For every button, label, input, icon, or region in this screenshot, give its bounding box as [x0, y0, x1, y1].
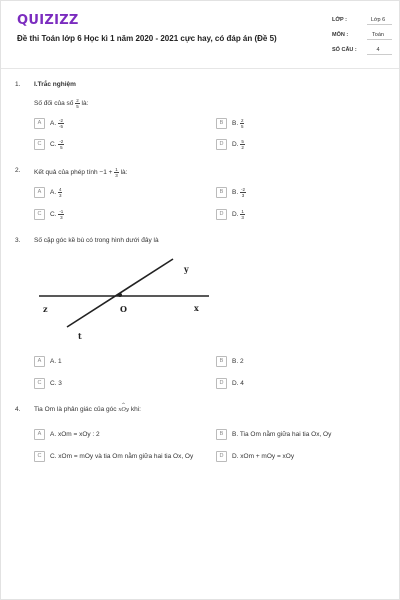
option-a[interactable]: A A. 1 [34, 356, 62, 367]
meta-key: SỐ CÂU : [332, 47, 357, 53]
option-letter-box: C [34, 139, 45, 150]
question-number: 3. [15, 237, 21, 244]
option-c[interactable]: C C. 3 [34, 378, 62, 389]
prompt-tail: là: [120, 169, 128, 177]
option-b[interactable]: B B. Tia Om nằm giữa hai tia Ox, Oy [216, 429, 331, 440]
option-d[interactable]: D D. $\frac{5}{2}$ [216, 139, 245, 150]
option-letter-box: A [34, 429, 45, 440]
question-number: 2. [15, 167, 21, 174]
option-c[interactable]: C C. $\frac{-1}{3}$ [34, 209, 64, 220]
question-prompt: Số cặp góc kề bù có trong hình dưới đây là [34, 237, 159, 244]
option-letter-box: A [34, 118, 45, 129]
option-letter-box: D [216, 451, 227, 462]
meta-key: MÔN : [332, 32, 349, 38]
option-letter-box: D [216, 139, 227, 150]
prompt-text: Kết quả của phép tính −1 + [34, 169, 113, 177]
label-y: y [184, 264, 189, 274]
option-d[interactable]: D D. 4 [216, 378, 244, 389]
option-fraction: $\frac{5}{2}$ [241, 139, 244, 150]
meta-value: 4 [376, 47, 380, 53]
label-o: O [120, 304, 127, 314]
prompt-text: Tia Om là phân giác của góc [34, 406, 117, 413]
option-c[interactable]: C C. xOm = mOy và tia Om nằm giữa hai tia Ox, Oy [34, 451, 193, 462]
option-b[interactable]: B B. $\frac{-2}{3}$ [216, 187, 246, 198]
prompt-angle: xOy ^ [118, 402, 130, 413]
prompt-text: Số đối của số [34, 100, 74, 108]
option-fraction: $\frac{4}{3}$ [58, 187, 62, 198]
meta-value: Lớp 6 [370, 17, 386, 23]
option-letter-box: D [216, 209, 227, 220]
option-a[interactable]: A A. xOm = xOy : 2 [34, 429, 100, 440]
option-letter-box: B [216, 187, 227, 198]
option-letter-box: B [216, 118, 227, 129]
header-divider [1, 68, 399, 69]
meta-divider [367, 54, 392, 55]
option-fraction: $\frac{-2}{5}$ [59, 139, 64, 150]
question-prompt [34, 98, 88, 109]
section-heading: I.Trắc nghiệm [34, 81, 76, 88]
label-t: t [78, 331, 82, 341]
option-b[interactable]: B B. $\frac{2}{5}$ [216, 118, 244, 129]
meta-divider [367, 24, 392, 25]
option-a[interactable]: A A. $\frac{4}{3}$ [34, 187, 62, 198]
prompt-tail: là: [81, 100, 89, 108]
option-letter-box: A [34, 356, 45, 367]
option-letter-box: B [216, 356, 227, 367]
prompt-fraction: $\frac{1}{3}$ [115, 167, 118, 178]
option-d[interactable]: D D. xOm + mOy = xOy [216, 451, 294, 462]
option-fraction: $\frac{-1}{3}$ [59, 209, 64, 220]
option-fraction: $\frac{1}{3}$ [241, 209, 244, 220]
question-number: 4. [15, 406, 21, 413]
option-d[interactable]: D D. $\frac{1}{3}$ [216, 209, 245, 220]
option-fraction: $\frac{-2}{3}$ [240, 187, 245, 198]
option-letter-box: C [34, 378, 45, 389]
meta-key: LỚP : [332, 17, 347, 23]
meta-divider [367, 39, 392, 40]
prompt-fraction: $\frac{2}{5}$ [76, 98, 79, 109]
question-number: 1. [15, 81, 21, 88]
angle-diagram [31, 251, 221, 351]
point-o [118, 293, 122, 297]
label-x: x [194, 303, 199, 313]
option-letter-box: B [216, 429, 227, 440]
option-fraction: $\frac{2}{5}$ [240, 118, 244, 129]
option-letter-box: A [34, 187, 45, 198]
quizizz-logo: QUIZIZZ [17, 13, 79, 28]
option-letter-box: C [34, 451, 45, 462]
prompt-tail: khi: [130, 406, 141, 413]
meta-value: Toán [372, 32, 384, 38]
page-title: Đề thi Toán lớp 6 Học kì 1 năm 2020 - 2021 cực hay, có đáp án (Đề 5) [17, 34, 277, 43]
option-b[interactable]: B B. 2 [216, 356, 244, 367]
question-prompt [34, 167, 127, 178]
option-letter-box: D [216, 378, 227, 389]
option-c[interactable]: C C. $\frac{-2}{5}$ [34, 139, 64, 150]
question-prompt [34, 402, 141, 413]
option-letter-box: C [34, 209, 45, 220]
option-fraction: $\frac{-2}{-5}$ [58, 118, 63, 129]
label-z: z [43, 304, 48, 314]
option-a[interactable]: A A. $\frac{-2}{-5}$ [34, 118, 64, 129]
